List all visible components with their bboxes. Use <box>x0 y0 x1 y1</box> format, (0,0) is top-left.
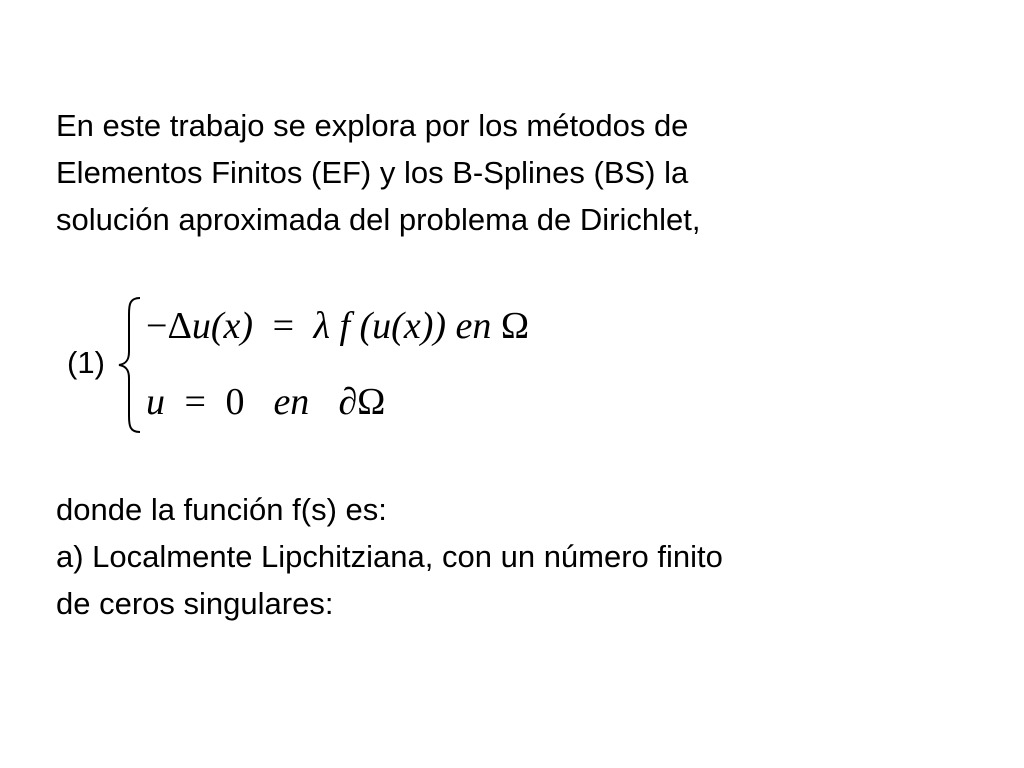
minus-sign: − <box>146 305 168 347</box>
word-en: en <box>455 305 492 347</box>
equals-sign: = <box>184 381 206 423</box>
omega-symbol: Ω <box>500 305 530 347</box>
var-u: u <box>191 305 211 347</box>
delta-symbol: Δ <box>167 305 192 347</box>
var-u: u <box>146 381 165 423</box>
lambda-symbol: λ <box>313 305 330 347</box>
intro-line-1: En este trabajo se explora por los métodos de <box>56 108 689 143</box>
equation-line-1 <box>146 303 529 349</box>
outro-line-1: donde la función f(s) es: <box>56 492 387 527</box>
outro-line-2: a) Localmente Lipchitziana, con un número finito <box>56 539 723 574</box>
function-args: (u(x)) <box>359 305 447 347</box>
var-f: f <box>339 305 351 347</box>
left-brace-icon <box>116 296 144 434</box>
omega-symbol: Ω <box>357 381 386 423</box>
outro-paragraph <box>56 486 723 627</box>
equation-number: (1) <box>67 345 105 380</box>
outro-line-3: de ceros singulares: <box>56 586 334 621</box>
partial-symbol: ∂ <box>338 381 358 423</box>
intro-paragraph <box>56 102 700 243</box>
intro-line-2: Elementos Finitos (EF) y los B-Splines (BS) la <box>56 155 689 190</box>
intro-line-3: solución aproximada del problema de Dirichlet, <box>56 202 701 237</box>
equals-sign: = <box>272 305 294 347</box>
zero: 0 <box>225 381 245 423</box>
paren-x: (x) <box>210 305 254 347</box>
word-en: en <box>273 381 310 423</box>
equation-line-2 <box>146 379 385 425</box>
